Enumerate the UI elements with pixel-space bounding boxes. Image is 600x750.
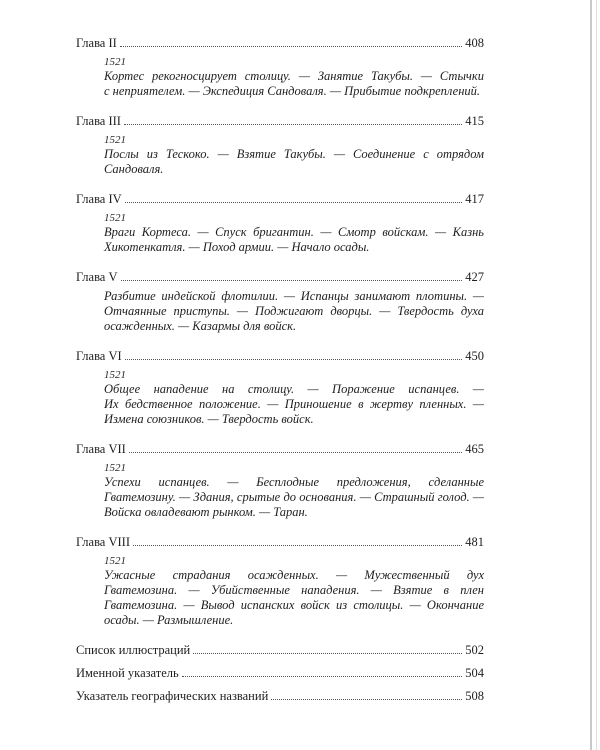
chapter-year: 1521 xyxy=(104,134,126,146)
dot-leader xyxy=(133,544,462,546)
chapter-heading xyxy=(76,270,484,285)
dot-leader xyxy=(271,698,462,700)
chapter-summary-block xyxy=(104,55,484,99)
chapter-summary xyxy=(104,289,484,334)
dot-leader xyxy=(193,652,462,654)
chapter-summary xyxy=(104,147,484,177)
summary-line: Разбитие индейской флотилии. — Испанцы занимают плотины. — xyxy=(104,289,484,303)
chapter-summary xyxy=(104,568,484,628)
chapter-summary xyxy=(104,69,484,99)
chapter-summary xyxy=(104,382,484,427)
chapter-entry xyxy=(76,535,484,628)
chapter-heading xyxy=(76,114,484,129)
summary-line: Их бедственное положение. — Приношение в жертву пленных. — xyxy=(104,397,484,411)
summary-line: Гватемозину. — Здания, срытые до основания. — Страшный голод. — xyxy=(104,490,484,504)
summary-line: Гватемозина. — Убийственные нападения. — Взятие в плен xyxy=(104,583,484,597)
chapter-summary-block xyxy=(104,133,484,177)
chapter-summary-block xyxy=(104,554,484,628)
chapter-year: 1521 xyxy=(104,462,126,474)
table-of-contents xyxy=(76,36,484,712)
chapter-summary-block xyxy=(104,461,484,520)
summary-line: Гватемозина. — Вывод испанских войск из столицы. — Окончание xyxy=(104,598,484,612)
chapter-page-number: 450 xyxy=(465,349,484,363)
chapter-heading xyxy=(76,36,484,51)
page-edge-shadow xyxy=(596,0,597,750)
summary-line: Враги Кортеса. — Спуск бригантин. — Смотр войскам. — Казнь xyxy=(104,225,484,239)
chapter-title: Глава III xyxy=(76,114,121,128)
summary-line: Кортес рекогносцирует столицу. — Занятие Такубы. — Стычки xyxy=(104,69,484,83)
summary-line: осады. — Размышление. xyxy=(104,613,234,627)
chapter-title: Глава V xyxy=(76,270,118,284)
chapter-title: Глава VIII xyxy=(76,535,130,549)
chapter-year: 1521 xyxy=(104,555,126,567)
dot-leader xyxy=(120,45,462,47)
chapter-heading xyxy=(76,535,484,550)
back-matter-title: Именной указатель xyxy=(76,666,179,680)
dot-leader xyxy=(125,358,463,360)
chapter-title: Глава VI xyxy=(76,349,122,363)
chapter-year: 1521 xyxy=(104,212,126,224)
chapter-summary xyxy=(104,225,484,255)
page-edge xyxy=(590,0,592,750)
summary-line: Измена союзников. — Твердость войск. xyxy=(104,412,314,426)
chapter-summary xyxy=(104,475,484,520)
dot-leader xyxy=(129,451,462,453)
back-matter-title: Указатель географических названий xyxy=(76,689,269,703)
summary-line: Успехи испанцев. — Бесплодные предложения, сделанные xyxy=(104,475,484,489)
summary-line: осажденных. — Казармы для войск. xyxy=(104,319,297,333)
back-matter-page-number: 504 xyxy=(465,666,484,680)
dot-leader xyxy=(124,123,462,125)
chapter-title: Глава VII xyxy=(76,442,126,456)
chapter-page-number: 415 xyxy=(465,114,484,128)
chapter-page-number: 417 xyxy=(465,192,484,206)
dot-leader xyxy=(121,279,463,281)
chapter-page-number: 481 xyxy=(465,535,484,549)
back-matter-title: Список иллюстраций xyxy=(76,643,191,657)
dot-leader xyxy=(125,201,463,203)
back-matter-list xyxy=(76,643,484,704)
chapter-entry xyxy=(76,192,484,255)
chapter-title: Глава IV xyxy=(76,192,122,206)
chapter-page-number: 408 xyxy=(465,36,484,50)
chapter-year: 1521 xyxy=(104,369,126,381)
back-matter-page-number: 508 xyxy=(465,689,484,703)
summary-line: Ужасные страдания осажденных. — Мужественный дух xyxy=(104,568,484,582)
chapter-summary-block xyxy=(104,211,484,255)
summary-line: Общее нападение на столицу. — Поражение испанцев. — xyxy=(104,382,484,396)
back-matter-entry xyxy=(76,666,484,681)
chapter-page-number: 427 xyxy=(465,270,484,284)
chapter-heading xyxy=(76,442,484,457)
chapter-summary-block xyxy=(104,368,484,427)
summary-line: Отчаянные приступы. — Поджигают дворцы. — Твердость духа xyxy=(104,304,484,318)
summary-line: Послы из Тескоко. — Взятие Такубы. — Соединение с отрядом Сандоваля. xyxy=(104,147,484,176)
dot-leader xyxy=(182,675,463,677)
chapter-entry xyxy=(76,36,484,99)
summary-line: с неприятелем. — Экспедиция Сандоваля. — Прибытие подкреплений. xyxy=(104,84,481,98)
chapter-heading xyxy=(76,192,484,207)
chapter-entry xyxy=(76,114,484,177)
chapter-entry xyxy=(76,442,484,520)
chapter-year: 1521 xyxy=(104,56,126,68)
summary-line: Войска овладевают рынком. — Таран. xyxy=(104,505,308,519)
chapter-title: Глава II xyxy=(76,36,117,50)
chapter-entry xyxy=(76,349,484,427)
back-matter-page-number: 502 xyxy=(465,643,484,657)
chapter-entry xyxy=(76,270,484,334)
back-matter-entry xyxy=(76,643,484,658)
chapter-page-number: 465 xyxy=(465,442,484,456)
chapter-heading xyxy=(76,349,484,364)
summary-line: Хикотенкатля. — Поход армии. — Начало осады. xyxy=(104,240,370,254)
chapter-summary-block xyxy=(104,289,484,334)
back-matter-entry xyxy=(76,689,484,704)
